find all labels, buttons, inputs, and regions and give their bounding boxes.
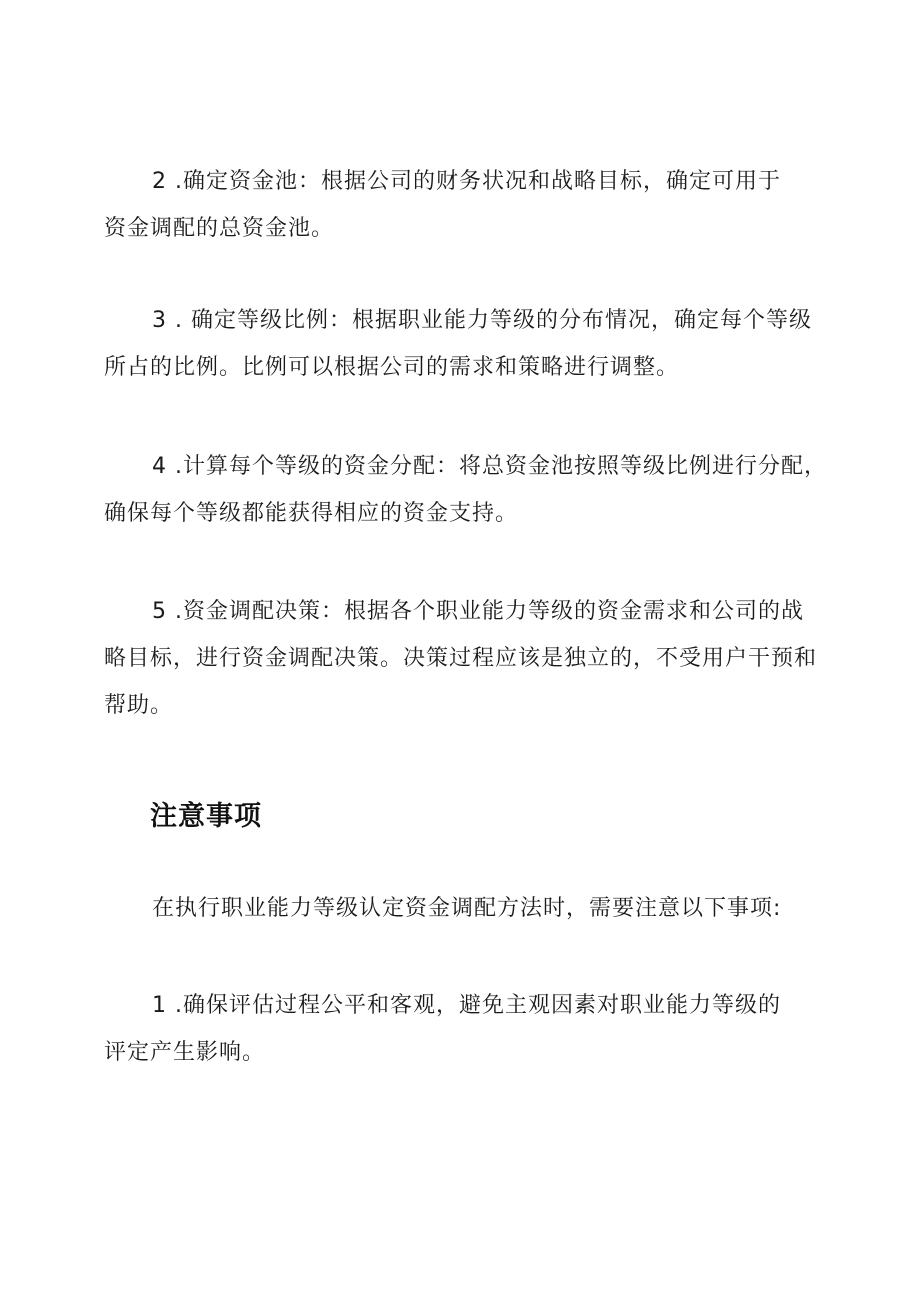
note-line: 评定产生影响。 [104, 1040, 266, 1065]
note-item-1 [104, 982, 824, 1076]
section-heading: 注意事项 [150, 801, 262, 832]
list-item-step-2 [104, 158, 824, 252]
note-line: 1 .确保评估过程公平和客观，避免主观因素对职业能力等级的 [152, 993, 781, 1018]
list-item-line: 3 . 确定等级比例：根据职业能力等级的分布情况，确定每个等级 [152, 308, 812, 333]
list-item-step-4 [104, 443, 827, 537]
list-item-step-5 [104, 588, 824, 729]
list-item-line: 资金调配的总资金池。 [104, 216, 335, 241]
intro-line: 在执行职业能力等级认定资金调配方法时，需要注意以下事项: [152, 896, 782, 921]
list-item-line: 确保每个等级都能获得相应的资金支持。 [104, 501, 519, 526]
section-intro [104, 885, 824, 932]
list-item-line: 帮助。 [104, 693, 174, 718]
list-item-line: 4 .计算每个等级的资金分配：将总资金池按照等级比例进行分配， [152, 454, 827, 479]
list-item-step-3 [104, 297, 824, 391]
list-item-line: 5 .资金调配决策：根据各个职业能力等级的资金需求和公司的战 [152, 599, 804, 624]
list-item-line: 所占的比例。比例可以根据公司的需求和策略进行调整。 [104, 355, 680, 380]
list-item-line: 2 .确定资金池：根据公司的财务状况和战略目标，确定可用于 [152, 169, 781, 194]
list-item-line: 略目标，进行资金调配决策。决策过程应该是独立的，不受用户干预和 [104, 646, 818, 671]
